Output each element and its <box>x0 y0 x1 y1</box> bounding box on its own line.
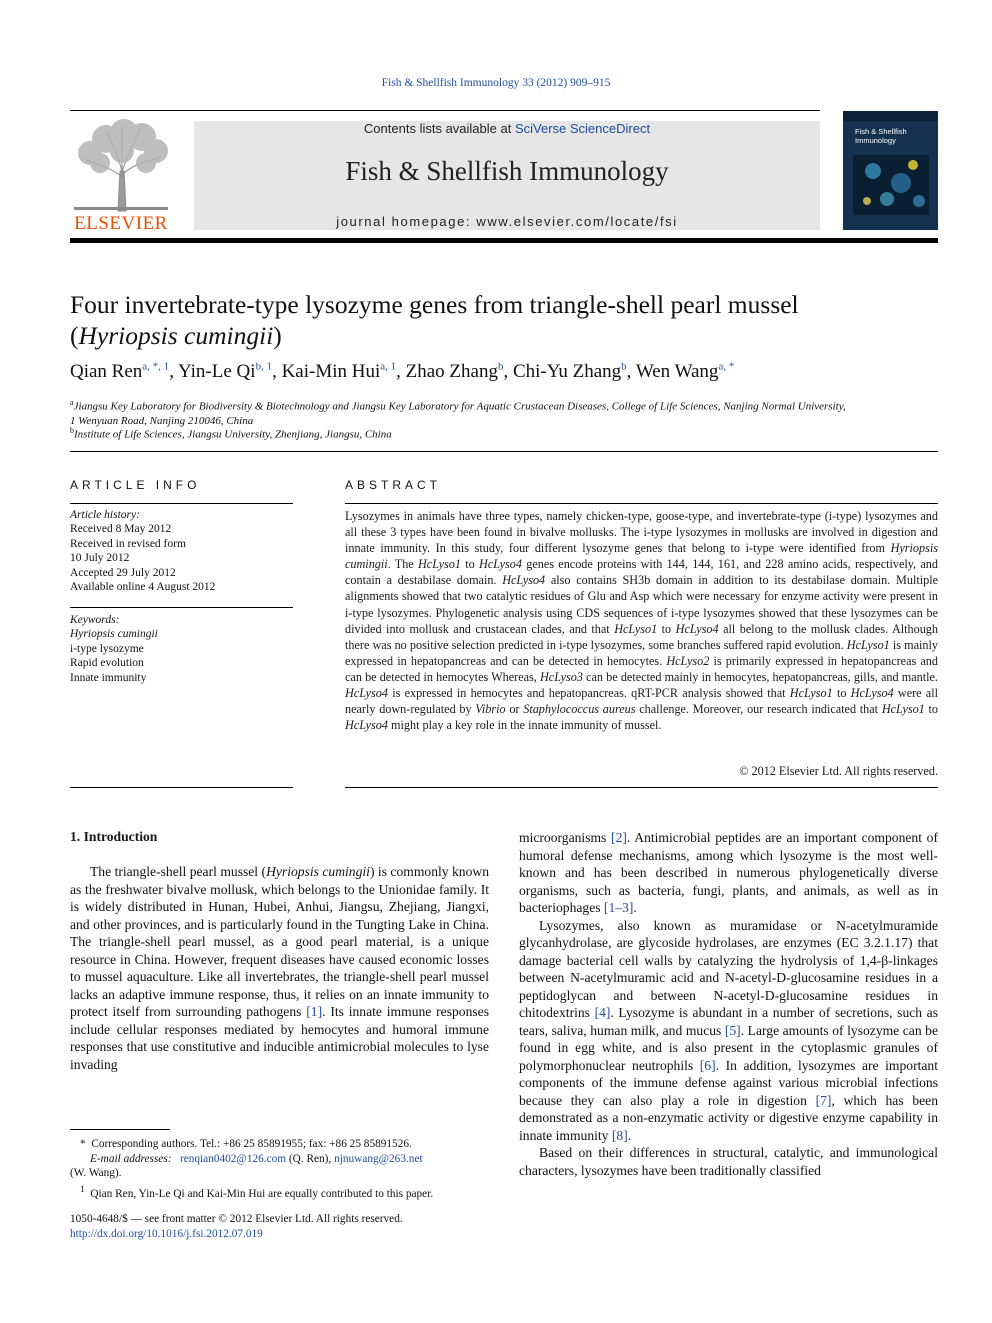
history-item: Available online 4 August 2012 <box>70 581 216 594</box>
reference-link[interactable]: [7] <box>815 1092 832 1108</box>
author[interactable]: Chi-Yu Zhang$^b$, <box>512 361 636 383</box>
elsevier-tree-icon <box>70 119 172 215</box>
history-item: 10 July 2012 <box>70 552 130 565</box>
abstract-text: Lysozymes in animals have three types, namely chicken-type, goose-type, and invertebrate-type (i-type) lysozymes and all these 3 types have been found in bivalve mollusks. The i-type lysozymes in mollusks are involved in digestion and innate immunity. In this study, four different lysozyme genes that belong to i-type were identified from Hyriopsis cumingii. The HcLyso1 to HcLyso4 genes encode proteins with 144, 144, 161, and 228 amino acids, respectively, and contain a destabilase domain. HcLyso4 also contains SH3b domain in addition to its destabilase domain. Multiple alignments showed that two catalytic residues of Glu and Asp which were necessary for enzyme activity were present in i-type lysozymes. Phylogenetic analysis using CDS sequences of i-type lysozymes showed that these lysozymes can be divided into mollusk and crustacean clades, and that HcLyso1 to HcLyso4 all belong to the mollusk clades. Although there was no positive selection predicted in i-type lysozymes, some branches suffered rapid evolution. HcLyso1 is mainly expressed in hepatopancreas and can be detected in hemocytes. HcLyso2 is primarily expressed in hepatopancreas and can be detected in hemocytes Whereas, HcLyso3 can be detected mainly in hemocytes, hepatopancreas, gills, and mantle. HcLyso4 is expressed in hemocytes and hepatopancreas. qRT-PCR analysis showed that HcLyso1 to HcLyso4 were all nearly down-regulated by Vibrio or Staphylococcus aureus challenge. Moreover, our research indicated that HcLyso1 to HcLyso4 might play a key role in the innate immunity of mussel. <box>345 509 938 733</box>
email-owner: (W. Wang). <box>70 1167 122 1179</box>
author-list <box>70 361 930 383</box>
author[interactable]: Yin-Le Qi$^{b, 1}$, <box>177 361 282 383</box>
intro-right-column <box>519 829 938 1179</box>
cover-artwork-icon <box>843 111 938 230</box>
intro-paragraph: microorganisms [2]. Antimicrobial peptides are an important component of humoral defense mechanisms, among which lysozyme is the most well-known and has been described in numerous phylogenetically diverse organisms, such as bacteria, fungi, plants, and animals, as well as in bacteriophages [1–3]. <box>519 830 938 915</box>
keywords <box>70 613 293 685</box>
email-link[interactable]: njnuwang@263.net <box>334 1152 423 1165</box>
keyword: Hyriopsis cumingii <box>70 628 158 641</box>
cover-title-line2: Immunology <box>855 136 896 145</box>
paren-open: ( <box>70 321 79 350</box>
article-history <box>70 508 293 594</box>
abstract-copyright: © 2012 Elsevier Ltd. All rights reserved. <box>739 764 938 778</box>
affiliation-b: $^b$Institute of Life Sciences, Jiangsu University, Zhenjiang, Jiangsu, China <box>70 426 392 441</box>
introduction-heading: 1. Introduction <box>70 829 158 844</box>
intro-paragraph: The triangle-shell pearl mussel (Hyriopsis cumingii) is commonly known as the freshwater bivalve mollusk, which belongs to the Unionidae family. It is widely distributed in Hunan, Hubei, Anhui, Jiangsu, Zhejiang, Jiangxi, and other provinces, and is particularly found in the Tungting Lake in China. The triangle-shell pearl mussel, as a good pearl material, is a unique resource in China. However, frequent diseases have caused economic losses to mussel aquaculture. Like all invertebrates, the triangle-shell pearl mussel lacks an adaptive immune response, thus, it relies on an innate immunity to protect itself from surrounding pathogens [1]. Its innate immune responses include cellular responses mediated by hemocytes and humoral immune responses that use constitutive and inducible antimicrobial molecules to lyse invading <box>70 864 490 1072</box>
reference-link[interactable]: [2] <box>611 830 627 845</box>
intro-left-column <box>70 863 489 1073</box>
keyword: i-type lysozyme <box>70 642 144 655</box>
contents-line <box>194 121 820 136</box>
abstract-bottom-rule <box>345 787 938 788</box>
reference-link[interactable]: [1–3] <box>603 900 634 915</box>
abstract-rule <box>345 503 938 504</box>
journal-cover[interactable] <box>843 111 938 230</box>
article-info-rule <box>70 503 293 504</box>
front-matter <box>70 1212 489 1241</box>
cover-title-line1: Fish & Shellfish <box>855 127 907 136</box>
doi-link[interactable]: http://dx.doi.org/10.1016/j.fsi.2012.07.019 <box>70 1227 263 1240</box>
history-item: Accepted 29 July 2012 <box>70 566 176 579</box>
abstract-heading: ABSTRACT <box>345 478 442 492</box>
affiliation-rule <box>70 451 938 452</box>
elsevier-wordmark: ELSEVIER <box>74 213 168 234</box>
sciencedirect-link[interactable]: SciVerse ScienceDirect <box>514 121 651 136</box>
keyword: Innate immunity <box>70 671 147 684</box>
author[interactable]: Qian Ren$^{a, *, 1}$, <box>70 361 178 383</box>
corresponding-footnote: * Corresponding authors. Tel.: +86 25 85891955; fax: +86 25 85891526. <box>80 1138 412 1150</box>
author[interactable]: Wen Wang$^{a, *}$ <box>635 361 735 383</box>
email-link[interactable]: renqian0402@126.com <box>179 1152 287 1165</box>
author[interactable]: Zhao Zhang$^b$, <box>405 361 513 383</box>
affiliation-a: $^a$Jiangsu Key Laboratory for Biodiversity & Biotechnology and Jiangsu Key Laboratory for Aquatic Crustacean Diseases, College of Life Sciences, Nanjing Normal University, 1 Wenyuan Road, Nanjing 210046, China <box>70 398 846 427</box>
keywords-label: Keywords: <box>70 614 120 626</box>
keywords-rule <box>70 607 293 608</box>
elsevier-logo[interactable] <box>70 119 172 235</box>
reference-link[interactable]: [4] <box>594 1005 611 1020</box>
article-info-heading: ARTICLE INFO <box>70 478 201 492</box>
paren-close: ) <box>273 321 282 350</box>
issn-line: 1050-4648/$ — see front matter © 2012 Elsevier Ltd. All rights reserved. <box>70 1213 403 1225</box>
reference-link[interactable]: [1] <box>306 1004 323 1019</box>
history-label: Article history: <box>70 509 140 521</box>
intro-paragraph: Lysozymes, also known as muramidase or N-acetylmuramide glycanhydrolase, are glycoside hydrolases, are enzymes (EC 3.2.1.17) that damage bacterial cell walls by catalyzing the hydrolysis of 1,4-β-linkages between N-acetylmuramic acid and N-acetyl-D-glucosamine residues in a peptidoglycan and between N-acetyl-D-glucosamine residues in chitodextrins [4]. Lysozyme is abundant in a number of secretions, such as tears, saliva, human milk, and mucus [5]. Large amounts of lysozyme can be found in egg white, and is also present in the cytoplasmic granules of polymorphonuclear neutrophils [6]. In addition, lysozymes are important components of the immune defense against various microbial infections because they can also play a role in digestion [7], which has been demonstrated as a non-enzymatic activity or digestive enzyme capability in innate immunity [8]. <box>519 917 939 1143</box>
article-info-bottom-rule <box>70 787 293 788</box>
header-thick-rule <box>70 238 938 243</box>
article-title-line2 <box>70 320 930 351</box>
journal-citation[interactable]: Fish & Shellfish Immunology 33 (2012) 909–915 <box>381 77 611 89</box>
email-footnote: E-mail addresses: renqian0402@126.com (Q. Ren), njnuwang@263.net <box>90 1152 423 1165</box>
history-item: Received 8 May 2012 <box>70 523 172 536</box>
species-name: Hyriopsis cumingii <box>78 321 274 350</box>
reference-link[interactable]: [6] <box>699 1057 716 1073</box>
journal-homepage[interactable]: journal homepage: www.elsevier.com/locate/fsi <box>336 214 678 229</box>
reference-link[interactable]: [5] <box>724 1022 741 1038</box>
journal-title: Fish & Shellfish Immunology <box>345 156 669 186</box>
author[interactable]: Kai-Min Hui$^{a, 1}$, <box>281 361 406 383</box>
history-item: Received in revised form <box>70 537 186 550</box>
intro-paragraph: Based on their differences in structural, catalytic, and immunological characters, lysozymes have been traditionally classified <box>519 1145 938 1178</box>
footnotes <box>70 1137 489 1201</box>
equal-contribution-footnote: $^1$ Qian Ren, Yin-Le Qi and Kai-Min Hui are equally contributed to this paper. <box>80 1184 434 1200</box>
contents-prefix: Contents lists available at <box>363 121 515 136</box>
reference-link[interactable]: [8] <box>611 1127 628 1143</box>
article-title-line1: Four invertebrate-type lysozyme genes from triangle-shell pearl mussel <box>70 290 799 319</box>
keyword: Rapid evolution <box>70 657 144 670</box>
footnote-rule <box>70 1129 170 1130</box>
article-title <box>70 289 930 351</box>
header-rule <box>70 110 820 111</box>
